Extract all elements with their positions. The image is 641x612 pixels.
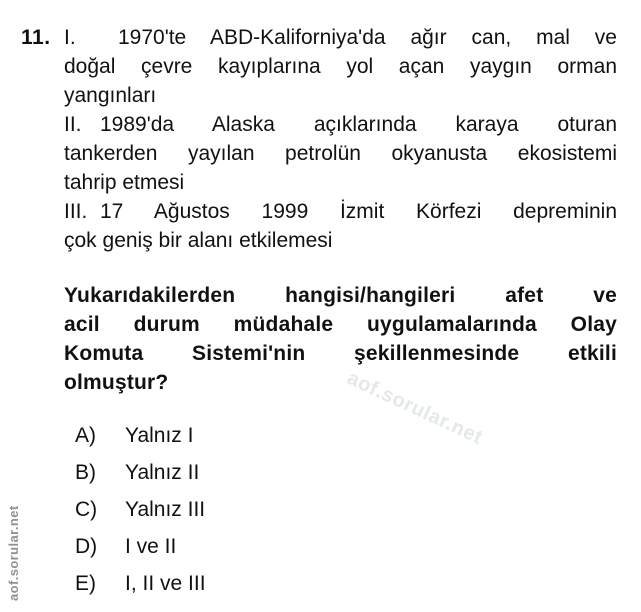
question-stem: [64, 281, 617, 397]
option-text: Yalnız II: [125, 461, 200, 484]
statement-text: doğal çevre kayıplarına yol açan yaygın orman: [64, 55, 617, 78]
watermark-diagonal: aof.sorular.net: [343, 367, 487, 449]
answer-option-d: [75, 528, 617, 565]
statement-text: çok geniş bir alanı etkilemesi: [64, 229, 333, 252]
statement-text: tahrip etmesi: [64, 171, 185, 194]
numbered-statements: [64, 23, 617, 255]
statement-text: tankerden yayılan petrolün okyanusta ekosistemi: [64, 142, 617, 165]
answer-option-e: [75, 565, 617, 602]
answer-option-c: [75, 491, 617, 528]
statement-line: [64, 81, 617, 110]
watermark-left-vertical: aof.sorular.net: [6, 505, 21, 601]
stem-line: [64, 310, 617, 339]
option-text: I, II ve III: [125, 572, 206, 595]
statement-line: [64, 52, 617, 81]
option-letter: A): [75, 424, 96, 447]
statement-line: [64, 168, 617, 197]
answer-option-b: [75, 454, 617, 491]
option-letter: E): [75, 572, 96, 595]
statement-line: [64, 23, 617, 52]
stem-line: [64, 281, 617, 310]
answer-options: [64, 417, 617, 602]
option-text: Yalnız I: [125, 424, 194, 447]
stem-text: olmuştur?: [64, 371, 169, 394]
option-text: Yalnız III: [125, 498, 206, 521]
statement-text: 17 Ağustos 1999 İzmit Körfezi depreminin: [100, 200, 617, 223]
stem-text: Komuta Sistemi'nin şekillenmesinde etkili: [64, 342, 617, 365]
option-letter: D): [75, 535, 98, 558]
option-text: I ve II: [125, 535, 177, 558]
statement-line: [64, 197, 617, 226]
statement-line: [64, 139, 617, 168]
roman-numeral-i: I.: [64, 26, 76, 49]
statement-text: yangınları: [64, 84, 157, 107]
statement-text: 1989'da Alaska açıklarında karaya oturan: [100, 113, 617, 136]
statement-line: [64, 110, 617, 139]
stem-line: [64, 368, 617, 397]
option-letter: C): [75, 498, 98, 521]
answer-option-a: [75, 417, 617, 454]
roman-numeral-ii: II.: [64, 113, 82, 136]
option-letter: B): [75, 461, 96, 484]
question-number: 11.: [21, 26, 51, 49]
stem-line: [64, 339, 617, 368]
stem-text: acil durum müdahale uygulamalarında Olay: [64, 313, 617, 336]
roman-numeral-iii: III.: [64, 200, 88, 223]
stem-text: Yukarıdakilerden hangisi/hangileri afet ve: [64, 284, 617, 307]
statement-line: [64, 226, 617, 255]
statement-text: 1970'te ABD-Kaliforniya'da ağır can, mal ve: [118, 26, 617, 49]
